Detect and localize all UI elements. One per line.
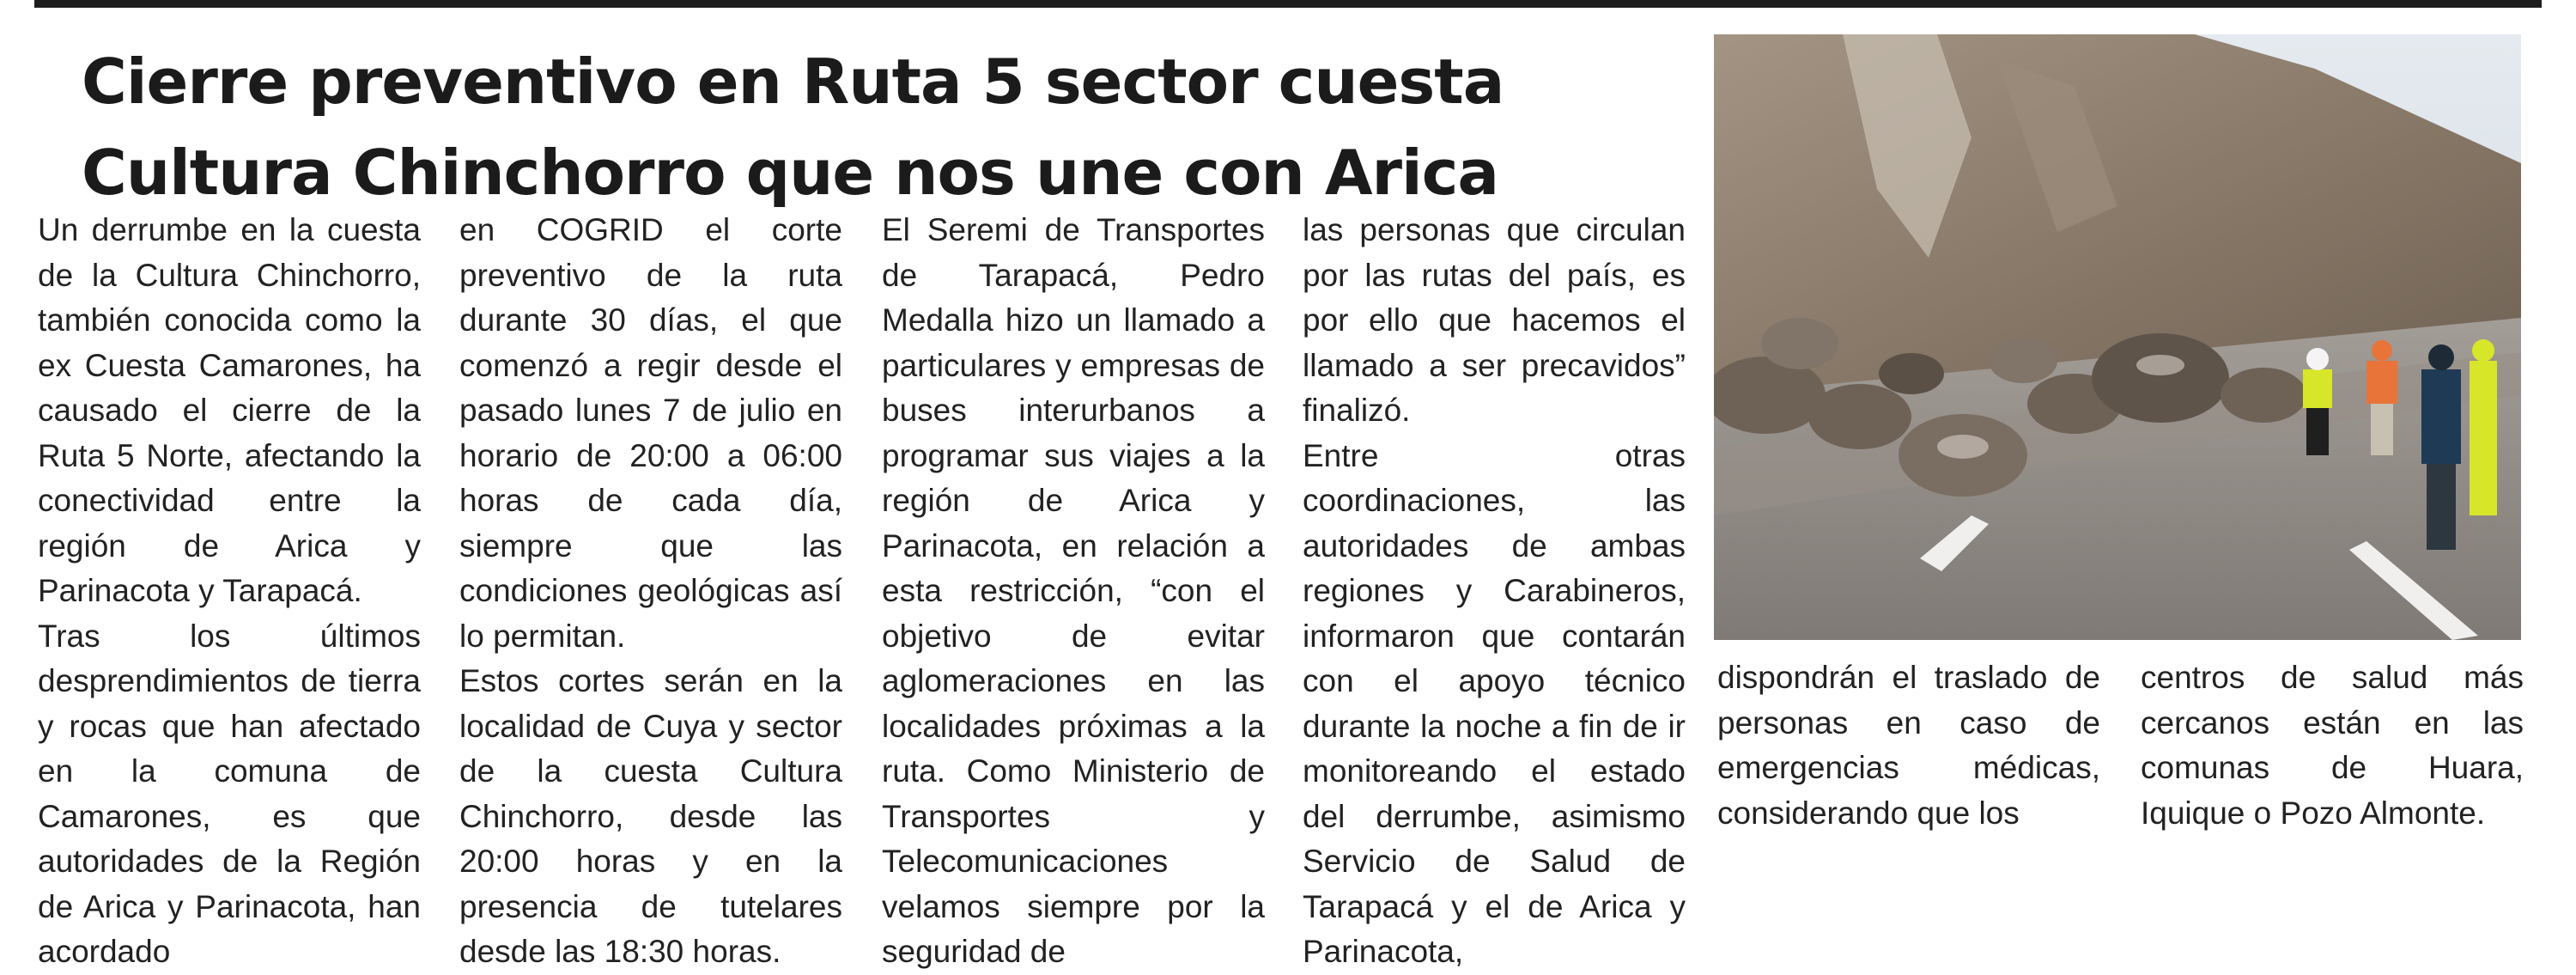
article-column-2 bbox=[459, 208, 842, 975]
article-column-4 bbox=[1303, 208, 1686, 975]
paragraph: en COGRID el corte preventivo de la ruta durante 30 días, el que comenzó a regir desde el pasado lunes 7 de julio en horario de 20:00 a 06:00 horas de cada día, siempre que las condiciones geológicas así lo permitan. bbox=[459, 212, 842, 654]
paragraph: dispondrán el traslado de personas en caso de emergencias médicas, considerando que los bbox=[1717, 660, 2100, 831]
headline-line-1: Cierre preventivo en Ruta 5 sector cuesta bbox=[82, 46, 1504, 118]
rockslide-illustration bbox=[1714, 34, 2521, 640]
rockslide-photo bbox=[1714, 34, 2521, 640]
article-column-6 bbox=[2141, 655, 2524, 836]
top-rule bbox=[34, 0, 2542, 8]
article-column-5 bbox=[1717, 655, 2100, 836]
article-column-1 bbox=[38, 208, 421, 975]
paragraph: Tras los últimos desprendimientos de tierra y rocas que han afectado en la comuna de Camarones, es que autoridades de la Región de Arica y Parinacota, han acordado bbox=[38, 618, 421, 969]
article-column-3 bbox=[882, 208, 1265, 975]
paragraph: centros de salud más cercanos están en las comunas de Huara, Iquique o Pozo Almonte. bbox=[2141, 660, 2524, 831]
article-headline bbox=[82, 36, 1670, 218]
headline-line-2: Cultura Chinchorro que nos une con Arica bbox=[82, 137, 1498, 209]
paragraph: las personas que circulan por las rutas del país, es por ello que hacemos el llamado a ser precavidos” finalizó. bbox=[1303, 212, 1686, 428]
paragraph: Estos cortes serán en la localidad de Cuya y sector de la cuesta Cultura Chinchorro, desde las 20:00 horas y en la presencia de tutelares desde las 18:30 horas. bbox=[459, 663, 842, 969]
paragraph: Entre otras coordinaciones, las autoridades de ambas regiones y Carabineros, informaron que contarán con el apoyo técnico durante la noche a fin de ir monitoreando el estado del derrumbe, asimismo Servicio de Salud de Tarapacá y el de Arica y Parinacota, bbox=[1303, 437, 1686, 969]
paragraph: El Seremi de Transportes de Tarapacá, Pedro Medalla hizo un llamado a particulares y empresas de buses interurbanos a programar sus viajes a la región de Arica y Parinacota, en relación a esta restricción, “con el objetivo de evitar aglomeraciones en las localidades próximas a la ruta. Como Ministerio de Transportes y Telecomunicaciones velamos siempre por la seguridad de bbox=[882, 212, 1265, 969]
paragraph: Un derrumbe en la cuesta de la Cultura Chinchorro, también conocida como la ex Cuesta Camarones, ha causado el cierre de la Ruta 5 Norte, afectando la conectividad entre la región de Arica y Parinacota y Tarapacá. bbox=[38, 212, 421, 608]
